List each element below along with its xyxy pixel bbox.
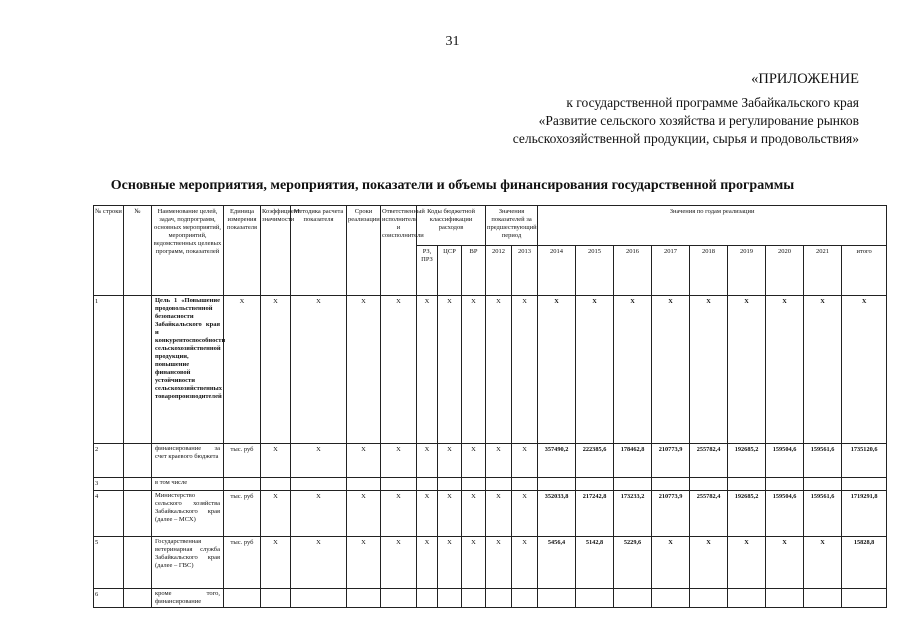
- unit-cell: X: [224, 296, 261, 444]
- year-2012-cell: X: [486, 537, 512, 589]
- index-cell: [124, 478, 152, 491]
- index-cell: [124, 444, 152, 478]
- year-2012-cell: [486, 478, 512, 491]
- method-cell: [291, 589, 347, 608]
- index-cell: [124, 537, 152, 589]
- value-cell: X: [690, 537, 728, 589]
- value-cell: 210773,9: [652, 444, 690, 478]
- index-cell: [124, 491, 152, 537]
- code-rz-cell: X: [417, 296, 438, 444]
- table-row: [94, 478, 887, 491]
- terms-cell: [347, 589, 381, 608]
- value-cell: [652, 478, 690, 491]
- value-cell: [728, 478, 766, 491]
- value-cell: 5229,6: [614, 537, 652, 589]
- value-cell: [766, 478, 804, 491]
- header-row-no: № строки: [94, 206, 124, 296]
- row-number-cell: 1: [94, 296, 124, 444]
- value-cell: X: [538, 296, 576, 444]
- header-years-title: Значения по годам реализации: [538, 206, 887, 246]
- code-csr-cell: X: [438, 491, 462, 537]
- header-year: 2013: [512, 246, 538, 296]
- value-cell: [576, 589, 614, 608]
- value-cell: [690, 589, 728, 608]
- method-cell: [291, 478, 347, 491]
- value-cell: X: [766, 537, 804, 589]
- program-table: [93, 205, 887, 608]
- header-year: 2020: [766, 246, 804, 296]
- value-cell: 159504,6: [766, 491, 804, 537]
- value-cell: [614, 478, 652, 491]
- table-row: [94, 537, 887, 589]
- value-cell: 210773,9: [652, 491, 690, 537]
- value-cell: 255782,4: [690, 491, 728, 537]
- value-cell: X: [804, 296, 842, 444]
- year-2012-cell: X: [486, 296, 512, 444]
- header-code-vr: ВР: [462, 246, 486, 296]
- value-cell: [766, 589, 804, 608]
- value-cell: 192685,2: [728, 444, 766, 478]
- value-cell: X: [842, 296, 887, 444]
- header-year: 2012: [486, 246, 512, 296]
- header-year: 2021: [804, 246, 842, 296]
- value-cell: 159504,6: [766, 444, 804, 478]
- value-cell: X: [576, 296, 614, 444]
- value-cell: 5142,8: [576, 537, 614, 589]
- page-number: 31: [445, 34, 460, 49]
- unit-cell: тыс. руб: [224, 491, 261, 537]
- table-row: [94, 589, 887, 608]
- responsible-cell: [381, 478, 417, 491]
- value-cell: X: [652, 537, 690, 589]
- value-cell: 192685,2: [728, 491, 766, 537]
- value-cell: [538, 478, 576, 491]
- coef-cell: [261, 478, 291, 491]
- value-cell: X: [690, 296, 728, 444]
- header-prior-values: Значения показателей за предшествующий период: [486, 206, 538, 246]
- value-cell: 159561,6: [804, 491, 842, 537]
- value-cell: 217242,8: [576, 491, 614, 537]
- header-code-rz: РЗ, ПРЗ: [417, 246, 438, 296]
- unit-cell: [224, 589, 261, 608]
- code-rz-cell: [417, 478, 438, 491]
- responsible-cell: X: [381, 296, 417, 444]
- code-vr-cell: X: [462, 491, 486, 537]
- value-cell: 1735120,6: [842, 444, 887, 478]
- value-cell: X: [728, 537, 766, 589]
- header-method: Методика расчета показателя: [291, 206, 347, 296]
- code-rz-cell: X: [417, 444, 438, 478]
- code-csr-cell: [438, 478, 462, 491]
- header-year: 2015: [576, 246, 614, 296]
- year-2013-cell: [512, 589, 538, 608]
- value-cell: [690, 478, 728, 491]
- document-title: Основные мероприятия, мероприятия, показатели и объемы финансирования государственной программы: [110, 178, 795, 193]
- index-cell: [124, 296, 152, 444]
- value-cell: [576, 478, 614, 491]
- value-cell: [804, 478, 842, 491]
- value-cell: X: [804, 537, 842, 589]
- coef-cell: [261, 589, 291, 608]
- value-cell: 1719291,8: [842, 491, 887, 537]
- value-cell: 178462,8: [614, 444, 652, 478]
- year-2013-cell: [512, 478, 538, 491]
- appendix-line: сельскохозяйственной продукции, сырья и продовольствия»: [512, 131, 859, 146]
- row-number-cell: 2: [94, 444, 124, 478]
- coef-cell: X: [261, 296, 291, 444]
- terms-cell: X: [347, 491, 381, 537]
- responsible-cell: X: [381, 444, 417, 478]
- header-total: итого: [842, 246, 887, 296]
- name-cell: Цель 1 «Повышение продовольственной безопасности Забайкальского края и конкурентоспособности сельскохозяйственной продукции, повышение финансовой устойчивости сельскохозяйственных товаропроизводителей: [152, 296, 224, 444]
- value-cell: 352033,8: [538, 491, 576, 537]
- code-rz-cell: X: [417, 537, 438, 589]
- year-2013-cell: X: [512, 296, 538, 444]
- year-2013-cell: X: [512, 491, 538, 537]
- code-vr-cell: [462, 478, 486, 491]
- year-2012-cell: [486, 589, 512, 608]
- table-row: [94, 296, 887, 444]
- code-vr-cell: X: [462, 537, 486, 589]
- header-responsible: Ответственный исполнитель и соисполнители: [381, 206, 417, 296]
- code-rz-cell: X: [417, 491, 438, 537]
- value-cell: [842, 478, 887, 491]
- method-cell: X: [291, 537, 347, 589]
- code-vr-cell: [462, 589, 486, 608]
- value-cell: X: [766, 296, 804, 444]
- terms-cell: X: [347, 537, 381, 589]
- terms-cell: [347, 478, 381, 491]
- value-cell: [842, 589, 887, 608]
- index-cell: [124, 589, 152, 608]
- name-cell: финансирование за счет краевого бюджета: [152, 444, 224, 478]
- appendix-line: «Развитие сельского хозяйства и регулирование рынков: [538, 113, 859, 128]
- value-cell: 173233,2: [614, 491, 652, 537]
- value-cell: X: [652, 296, 690, 444]
- coef-cell: X: [261, 491, 291, 537]
- code-csr-cell: X: [438, 296, 462, 444]
- value-cell: [614, 589, 652, 608]
- method-cell: X: [291, 444, 347, 478]
- code-csr-cell: X: [438, 537, 462, 589]
- code-csr-cell: [438, 589, 462, 608]
- header-terms: Сроки реализации: [347, 206, 381, 296]
- code-csr-cell: X: [438, 444, 462, 478]
- code-vr-cell: X: [462, 296, 486, 444]
- value-cell: [538, 589, 576, 608]
- appendix-block: [513, 70, 859, 148]
- header-year: 2017: [652, 246, 690, 296]
- header-year: 2018: [690, 246, 728, 296]
- row-number-cell: 3: [94, 478, 124, 491]
- header-unit: Единица измерения показателя: [224, 206, 261, 296]
- header-year: 2016: [614, 246, 652, 296]
- responsible-cell: X: [381, 491, 417, 537]
- value-cell: 357490,2: [538, 444, 576, 478]
- terms-cell: X: [347, 444, 381, 478]
- code-vr-cell: X: [462, 444, 486, 478]
- table-row: [94, 444, 887, 478]
- header-coef: Коэффициент значимости: [261, 206, 291, 296]
- year-2013-cell: X: [512, 444, 538, 478]
- value-cell: [652, 589, 690, 608]
- name-cell: кроме того, финансирование: [152, 589, 224, 608]
- unit-cell: тыс. руб: [224, 537, 261, 589]
- year-2012-cell: X: [486, 491, 512, 537]
- coef-cell: X: [261, 444, 291, 478]
- unit-cell: тыс. руб: [224, 444, 261, 478]
- name-cell: в том числе: [152, 478, 224, 491]
- header-name: Наименование целей, задач, подпрограмм, основных мероприятий, мероприятий, ведомственных целевых программ, показателей: [152, 206, 224, 296]
- terms-cell: X: [347, 296, 381, 444]
- name-cell: Министерство сельского хозяйства Забайкальского края (далее – МСХ): [152, 491, 224, 537]
- row-number-cell: 5: [94, 537, 124, 589]
- table-row: [94, 491, 887, 537]
- year-2012-cell: X: [486, 444, 512, 478]
- row-number-cell: 6: [94, 589, 124, 608]
- value-cell: [728, 589, 766, 608]
- value-cell: 222385,6: [576, 444, 614, 478]
- year-2013-cell: X: [512, 537, 538, 589]
- row-number-cell: 4: [94, 491, 124, 537]
- header-no: №: [124, 206, 152, 296]
- unit-cell: [224, 478, 261, 491]
- header-budget-codes: Коды бюджетной классификации расходов: [417, 206, 486, 246]
- header-year: 2019: [728, 246, 766, 296]
- value-cell: [804, 589, 842, 608]
- value-cell: 5456,4: [538, 537, 576, 589]
- value-cell: X: [728, 296, 766, 444]
- value-cell: 159561,6: [804, 444, 842, 478]
- code-rz-cell: [417, 589, 438, 608]
- value-cell: 255782,4: [690, 444, 728, 478]
- responsible-cell: [381, 589, 417, 608]
- appendix-line: к государственной программе Забайкальского края: [566, 95, 859, 110]
- header-year: 2014: [538, 246, 576, 296]
- appendix-heading: «ПРИЛОЖЕНИЕ: [751, 71, 859, 87]
- coef-cell: X: [261, 537, 291, 589]
- value-cell: X: [614, 296, 652, 444]
- value-cell: 15828,8: [842, 537, 887, 589]
- method-cell: X: [291, 296, 347, 444]
- method-cell: X: [291, 491, 347, 537]
- responsible-cell: X: [381, 537, 417, 589]
- name-cell: Государственная ветеринарная служба Забайкальского края (далее – ГВС): [152, 537, 224, 589]
- header-code-csr: ЦСР: [438, 246, 462, 296]
